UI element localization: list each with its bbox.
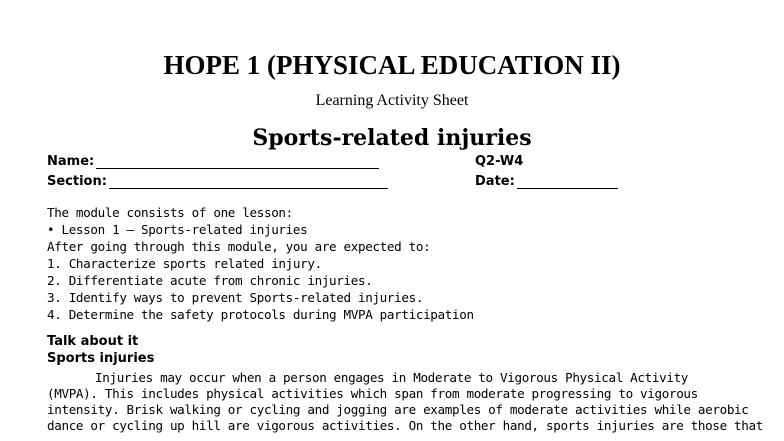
paragraph-line: dance or cycling up hill are vigorous activities. On the other hand, sports injuries are those that [47, 418, 763, 433]
name-label: Name: [47, 154, 95, 169]
name-field [47, 154, 379, 169]
week-code [475, 154, 523, 169]
date-field [475, 174, 618, 189]
objective-item: 4. Determine the safety protocols during MVPA participation [47, 307, 474, 322]
paragraph-line: Injuries may occur when a person engages in Moderate to Vigorous Physical Activity [95, 370, 689, 385]
name-blank-line [96, 156, 379, 169]
section-subheading: Sports injuries [47, 351, 155, 366]
section-blank-line [109, 176, 388, 189]
date-blank-line [517, 176, 618, 189]
paragraph-line: (MVPA). This includes physical activities which span from moderate progressing to vigorous [47, 386, 698, 401]
objective-item: 1. Characterize sports related injury. [47, 256, 322, 271]
intro-line: The module consists of one lesson: [47, 205, 293, 220]
intro-line: After going through this module, you are expected to: [47, 239, 431, 254]
lesson-heading: Sports-related injuries [252, 125, 532, 151]
section-label: Section: [47, 174, 107, 189]
section-field [47, 174, 388, 189]
date-label: Date: [475, 174, 515, 189]
paragraph-line: intensity. Brisk walking or cycling and jogging are examples of moderate activities while aerobic [47, 402, 749, 417]
section-heading: Talk about it [47, 334, 139, 349]
objective-item: 3. Identify ways to prevent Sports-related injuries. [47, 290, 424, 305]
intro-line: • Lesson 1 – Sports-related injuries [47, 222, 308, 237]
document-subtitle: Learning Activity Sheet [315, 92, 469, 109]
objective-item: 2. Differentiate acute from chronic injuries. [47, 273, 373, 288]
week-code-label: Q2-W4 [475, 154, 524, 169]
document-title: HOPE 1 (PHYSICAL EDUCATION II) [163, 50, 621, 80]
